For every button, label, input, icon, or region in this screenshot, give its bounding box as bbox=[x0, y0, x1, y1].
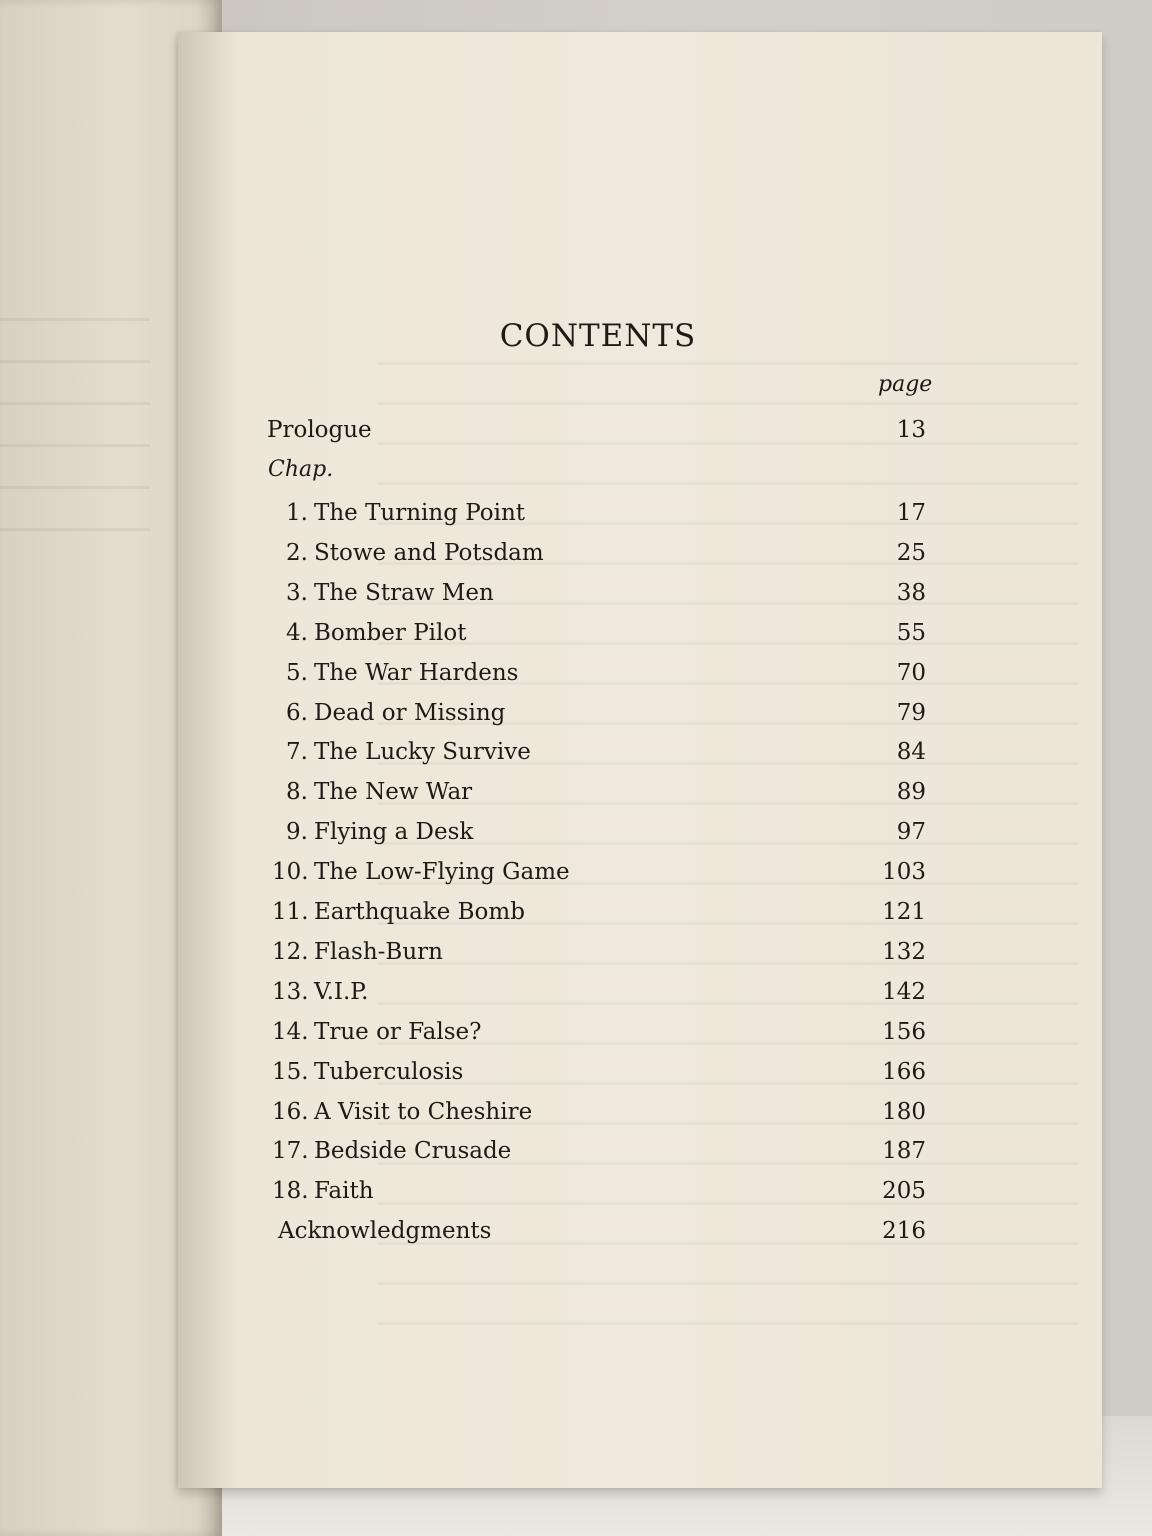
toc-entry-page: 205 bbox=[882, 1178, 926, 1204]
toc-entry-title: Stowe and Potsdam bbox=[314, 540, 544, 566]
toc-chapter-number: 7. bbox=[286, 739, 308, 765]
toc-entry-page: 13 bbox=[896, 417, 926, 443]
toc-entry-title: The Lucky Survive bbox=[314, 739, 531, 765]
toc-row-chapter bbox=[178, 1095, 1102, 1129]
toc-chapter-number: 6. bbox=[286, 700, 308, 726]
toc-entry-title: Bedside Crusade bbox=[314, 1138, 512, 1164]
toc-row-chapter bbox=[178, 935, 1102, 969]
toc-chapter-number: 8. bbox=[286, 779, 308, 805]
toc-entry-page: 17 bbox=[896, 500, 926, 526]
toc-entry-title: Faith bbox=[314, 1178, 374, 1204]
toc-row-chapter bbox=[178, 735, 1102, 769]
toc-chapter-number: 4. bbox=[286, 620, 308, 646]
toc-chapter-number: 11. bbox=[272, 899, 309, 925]
toc-entry-title: The Straw Men bbox=[314, 580, 494, 606]
toc-entry-title: Acknowledgments bbox=[278, 1218, 492, 1244]
toc-row-chapter bbox=[178, 815, 1102, 849]
toc-chapter-number: 10. bbox=[272, 859, 309, 885]
toc-entry-page: 89 bbox=[896, 779, 926, 805]
toc-chapter-number: 9. bbox=[286, 819, 308, 845]
toc-entry-page: 25 bbox=[896, 540, 926, 566]
toc-entry-title: Tuberculosis bbox=[314, 1059, 464, 1085]
left-page-show-through bbox=[0, 290, 150, 550]
toc-entry-page: 187 bbox=[882, 1138, 926, 1164]
toc-entry-title: The New War bbox=[314, 779, 473, 805]
toc-entry-title: True or False? bbox=[314, 1019, 482, 1045]
toc-entry-page: 142 bbox=[882, 979, 926, 1005]
chapter-label: Chap. bbox=[268, 457, 334, 482]
contents-page bbox=[178, 32, 1102, 1488]
toc-row-chapter bbox=[178, 536, 1102, 570]
toc-entry-page: 84 bbox=[896, 739, 926, 765]
table-of-contents bbox=[178, 32, 1102, 1488]
page-column-label: page bbox=[878, 372, 933, 397]
toc-entry-page: 166 bbox=[882, 1059, 926, 1085]
toc-entry-page: 180 bbox=[882, 1099, 926, 1125]
toc-chapter-number: 16. bbox=[272, 1099, 309, 1125]
toc-row-chapter bbox=[178, 656, 1102, 690]
toc-entry-page: 97 bbox=[896, 819, 926, 845]
toc-entry-title: V.I.P. bbox=[314, 979, 369, 1005]
toc-entry-title: A Visit to Cheshire bbox=[314, 1099, 533, 1125]
toc-entry-title: Earthquake Bomb bbox=[314, 899, 525, 925]
toc-entry-title: Flying a Desk bbox=[314, 819, 474, 845]
toc-entry-page: 70 bbox=[896, 660, 926, 686]
toc-entry-page: 55 bbox=[896, 620, 926, 646]
toc-entry-page: 156 bbox=[882, 1019, 926, 1045]
toc-row-chapter bbox=[178, 496, 1102, 530]
toc-row-acknowledgments bbox=[178, 1214, 1102, 1248]
toc-entry-page: 103 bbox=[882, 859, 926, 885]
toc-entry-page: 38 bbox=[896, 580, 926, 606]
toc-chapter-number: 14. bbox=[272, 1019, 309, 1045]
toc-entry-page: 132 bbox=[882, 939, 926, 965]
toc-chapter-number: 2. bbox=[286, 540, 308, 566]
toc-row-chapter bbox=[178, 1055, 1102, 1089]
toc-chapter-number: 17. bbox=[272, 1138, 309, 1164]
toc-entry-title: The Turning Point bbox=[314, 500, 526, 526]
toc-chapter-number: 12. bbox=[272, 939, 309, 965]
contents-heading: CONTENTS bbox=[499, 318, 697, 354]
toc-chapter-number: 3. bbox=[286, 580, 308, 606]
toc-entry-title: Bomber Pilot bbox=[314, 620, 467, 646]
toc-row-chapter bbox=[178, 1174, 1102, 1208]
toc-row-prologue bbox=[178, 413, 1102, 447]
toc-row-chapter bbox=[178, 696, 1102, 730]
toc-entry-page: 79 bbox=[896, 700, 926, 726]
toc-row-chapter bbox=[178, 1015, 1102, 1049]
toc-row-chapter bbox=[178, 775, 1102, 809]
toc-entry-page: 216 bbox=[882, 1218, 926, 1244]
toc-entry-page: 121 bbox=[882, 899, 926, 925]
toc-entry-title: The Low-Flying Game bbox=[314, 859, 570, 885]
toc-row-chapter bbox=[178, 1134, 1102, 1168]
toc-row-chapter bbox=[178, 855, 1102, 889]
toc-row-chapter bbox=[178, 975, 1102, 1009]
toc-row-chapter bbox=[178, 616, 1102, 650]
toc-entry-title: Dead or Missing bbox=[314, 700, 506, 726]
toc-entry-title: Flash-Burn bbox=[314, 939, 443, 965]
toc-chapter-number: 5. bbox=[286, 660, 308, 686]
toc-entry-title: The War Hardens bbox=[314, 660, 519, 686]
toc-row-chapter bbox=[178, 576, 1102, 610]
toc-row-chapter bbox=[178, 895, 1102, 929]
toc-chapter-number: 18. bbox=[272, 1178, 309, 1204]
toc-chapter-number: 13. bbox=[272, 979, 309, 1005]
toc-chapter-number: 1. bbox=[286, 500, 308, 526]
toc-entry-title: Prologue bbox=[267, 417, 372, 443]
toc-chapter-number: 15. bbox=[272, 1059, 309, 1085]
